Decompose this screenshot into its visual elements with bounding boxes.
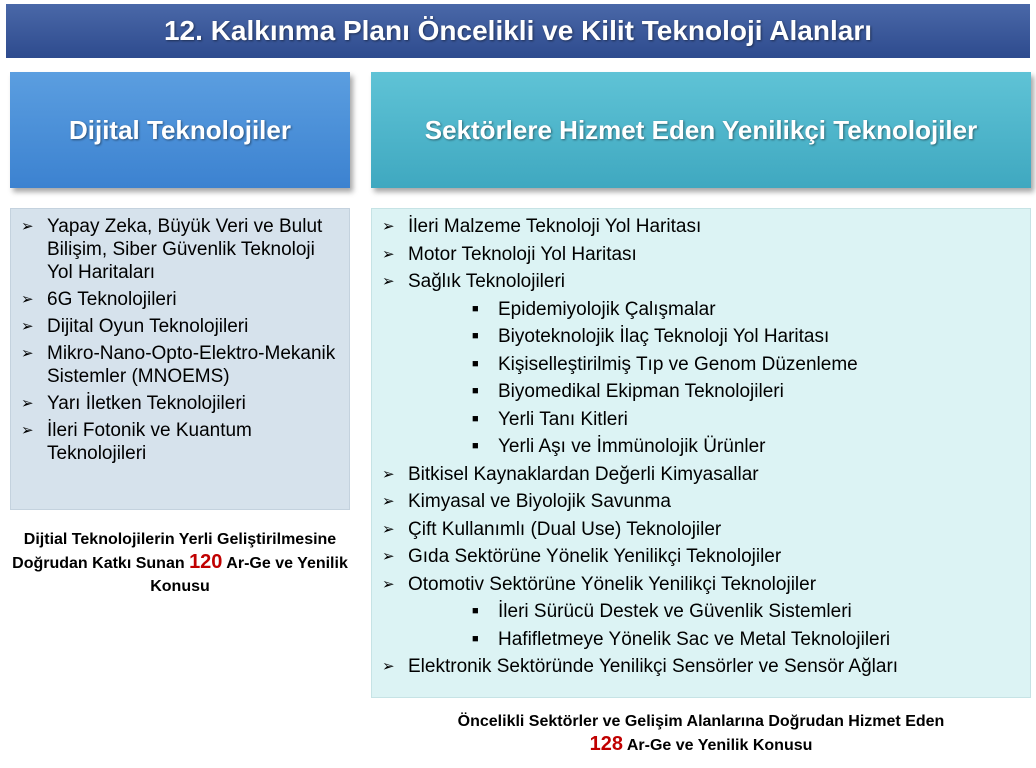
digital-summary-note: Dijtial Teknolojilerin Yerli Geliştirilmesine Doğrudan Katkı Sunan 120 Ar-Ge ve Yenilik Konusu	[12, 531, 348, 595]
arrow-bullet-icon: ➢	[382, 245, 395, 263]
sub-list-item: ■ Biyomedikal Ekipman Teknolojileri	[472, 381, 784, 402]
list-item: ➢ Otomotiv Sektörüne Yönelik Yenilikçi Teknolojiler	[382, 573, 817, 595]
arrow-bullet-icon: ➢	[382, 520, 395, 538]
list-item: ➢ Bitkisel Kaynaklardan Değerli Kimyasallar	[382, 463, 759, 485]
arrow-bullet-icon: ➢	[21, 422, 34, 439]
list-item: ➢ Elektronik Sektöründe Yenilikçi Sensörler ve Sensör Ağları	[382, 656, 899, 677]
list-item: ➢ İleri Malzeme Teknoloji Yol Haritası	[382, 216, 702, 237]
square-bullet-icon: ■	[472, 357, 479, 370]
square-bullet-icon: ■	[472, 412, 479, 425]
list-item: ➢ Yarı İletken Teknolojileri	[21, 393, 246, 414]
square-bullet-icon: ■	[472, 632, 479, 645]
arrow-bullet-icon: ➢	[382, 493, 395, 510]
sector-topic-count: 128	[589, 733, 623, 755]
sub-list-item: ■ Biyoteknolojik İlaç Teknoloji Yol Haritası	[472, 326, 830, 347]
square-bullet-icon: ■	[472, 302, 479, 315]
list-item: ➢ Motor Teknoloji Yol Haritası	[382, 243, 637, 265]
arrow-bullet-icon: ➢	[382, 575, 395, 593]
arrow-bullet-icon: ➢	[21, 345, 34, 362]
digital-topic-count: 120	[189, 551, 223, 573]
arrow-bullet-icon: ➢	[382, 658, 395, 675]
arrow-bullet-icon: ➢	[382, 218, 395, 235]
list-item: ➢ Sağlık Teknolojileri	[382, 271, 566, 292]
arrow-bullet-icon: ➢	[382, 548, 395, 565]
sector-tech-list	[371, 208, 1031, 698]
arrow-bullet-icon: ➢	[21, 291, 34, 308]
square-bullet-icon: ■	[472, 330, 479, 342]
arrow-bullet-icon: ➢	[21, 318, 34, 335]
sub-list-item: ■ Yerli Tanı Kitleri	[472, 408, 628, 430]
list-item: ➢ Gıda Sektörüne Yönelik Yenilikçi Teknolojiler	[382, 546, 782, 567]
sub-list-item: ■ Epidemiyolojik Çalışmalar	[472, 298, 716, 320]
list-item: ➢ İleri Fotonik ve Kuantum Teknolojileri	[21, 420, 252, 464]
arrow-bullet-icon: ➢	[382, 273, 395, 290]
arrow-bullet-icon: ➢	[21, 218, 34, 235]
sub-list-item: ■ Yerli Aşı ve İmmünolojik Ürünler	[472, 436, 766, 457]
square-bullet-icon: ■	[472, 605, 479, 617]
list-item: ➢ Yapay Zeka, Büyük Veri ve Bulut Bilişim, Siber Güvenlik Teknoloji Yol Haritaları	[21, 216, 323, 283]
square-bullet-icon: ■	[472, 385, 479, 397]
list-item: ➢ Mikro-Nano-Opto-Elektro-Mekanik Sistemler (MNOEMS)	[21, 343, 336, 387]
sub-list-item: ■ Kişiselleştirilmiş Tıp ve Genom Düzenleme	[472, 353, 858, 375]
list-item: ➢ Çift Kullanımlı (Dual Use) Teknolojiler	[382, 518, 722, 540]
sector-tech-heading: Sektörlere Hizmet Eden Yenilikçi Teknolojiler	[371, 72, 1031, 188]
digital-tech-heading: Dijital Teknolojiler	[10, 72, 350, 188]
sector-summary-note: Öncelikli Sektörler ve Gelişim Alanlarına Doğrudan Hizmet Eden 128 Ar-Ge ve Yenilik Konusu	[457, 713, 945, 755]
arrow-bullet-icon: ➢	[21, 395, 34, 412]
list-item: ➢ Kimyasal ve Biyolojik Savunma	[382, 491, 671, 512]
square-bullet-icon: ■	[472, 440, 479, 452]
sub-list-item: ■ Hafifletmeye Yönelik Sac ve Metal Teknolojileri	[472, 628, 891, 650]
list-item: ➢ Dijital Oyun Teknolojileri	[21, 316, 249, 337]
sub-list-item: ■ İleri Sürücü Destek ve Güvenlik Sistemleri	[472, 601, 852, 622]
page-title: 12. Kalkınma Planı Öncelikli ve Kilit Teknoloji Alanları	[6, 4, 1030, 58]
digital-tech-list	[10, 208, 350, 510]
arrow-bullet-icon: ➢	[382, 465, 395, 483]
list-item: ➢ 6G Teknolojileri	[21, 289, 177, 310]
